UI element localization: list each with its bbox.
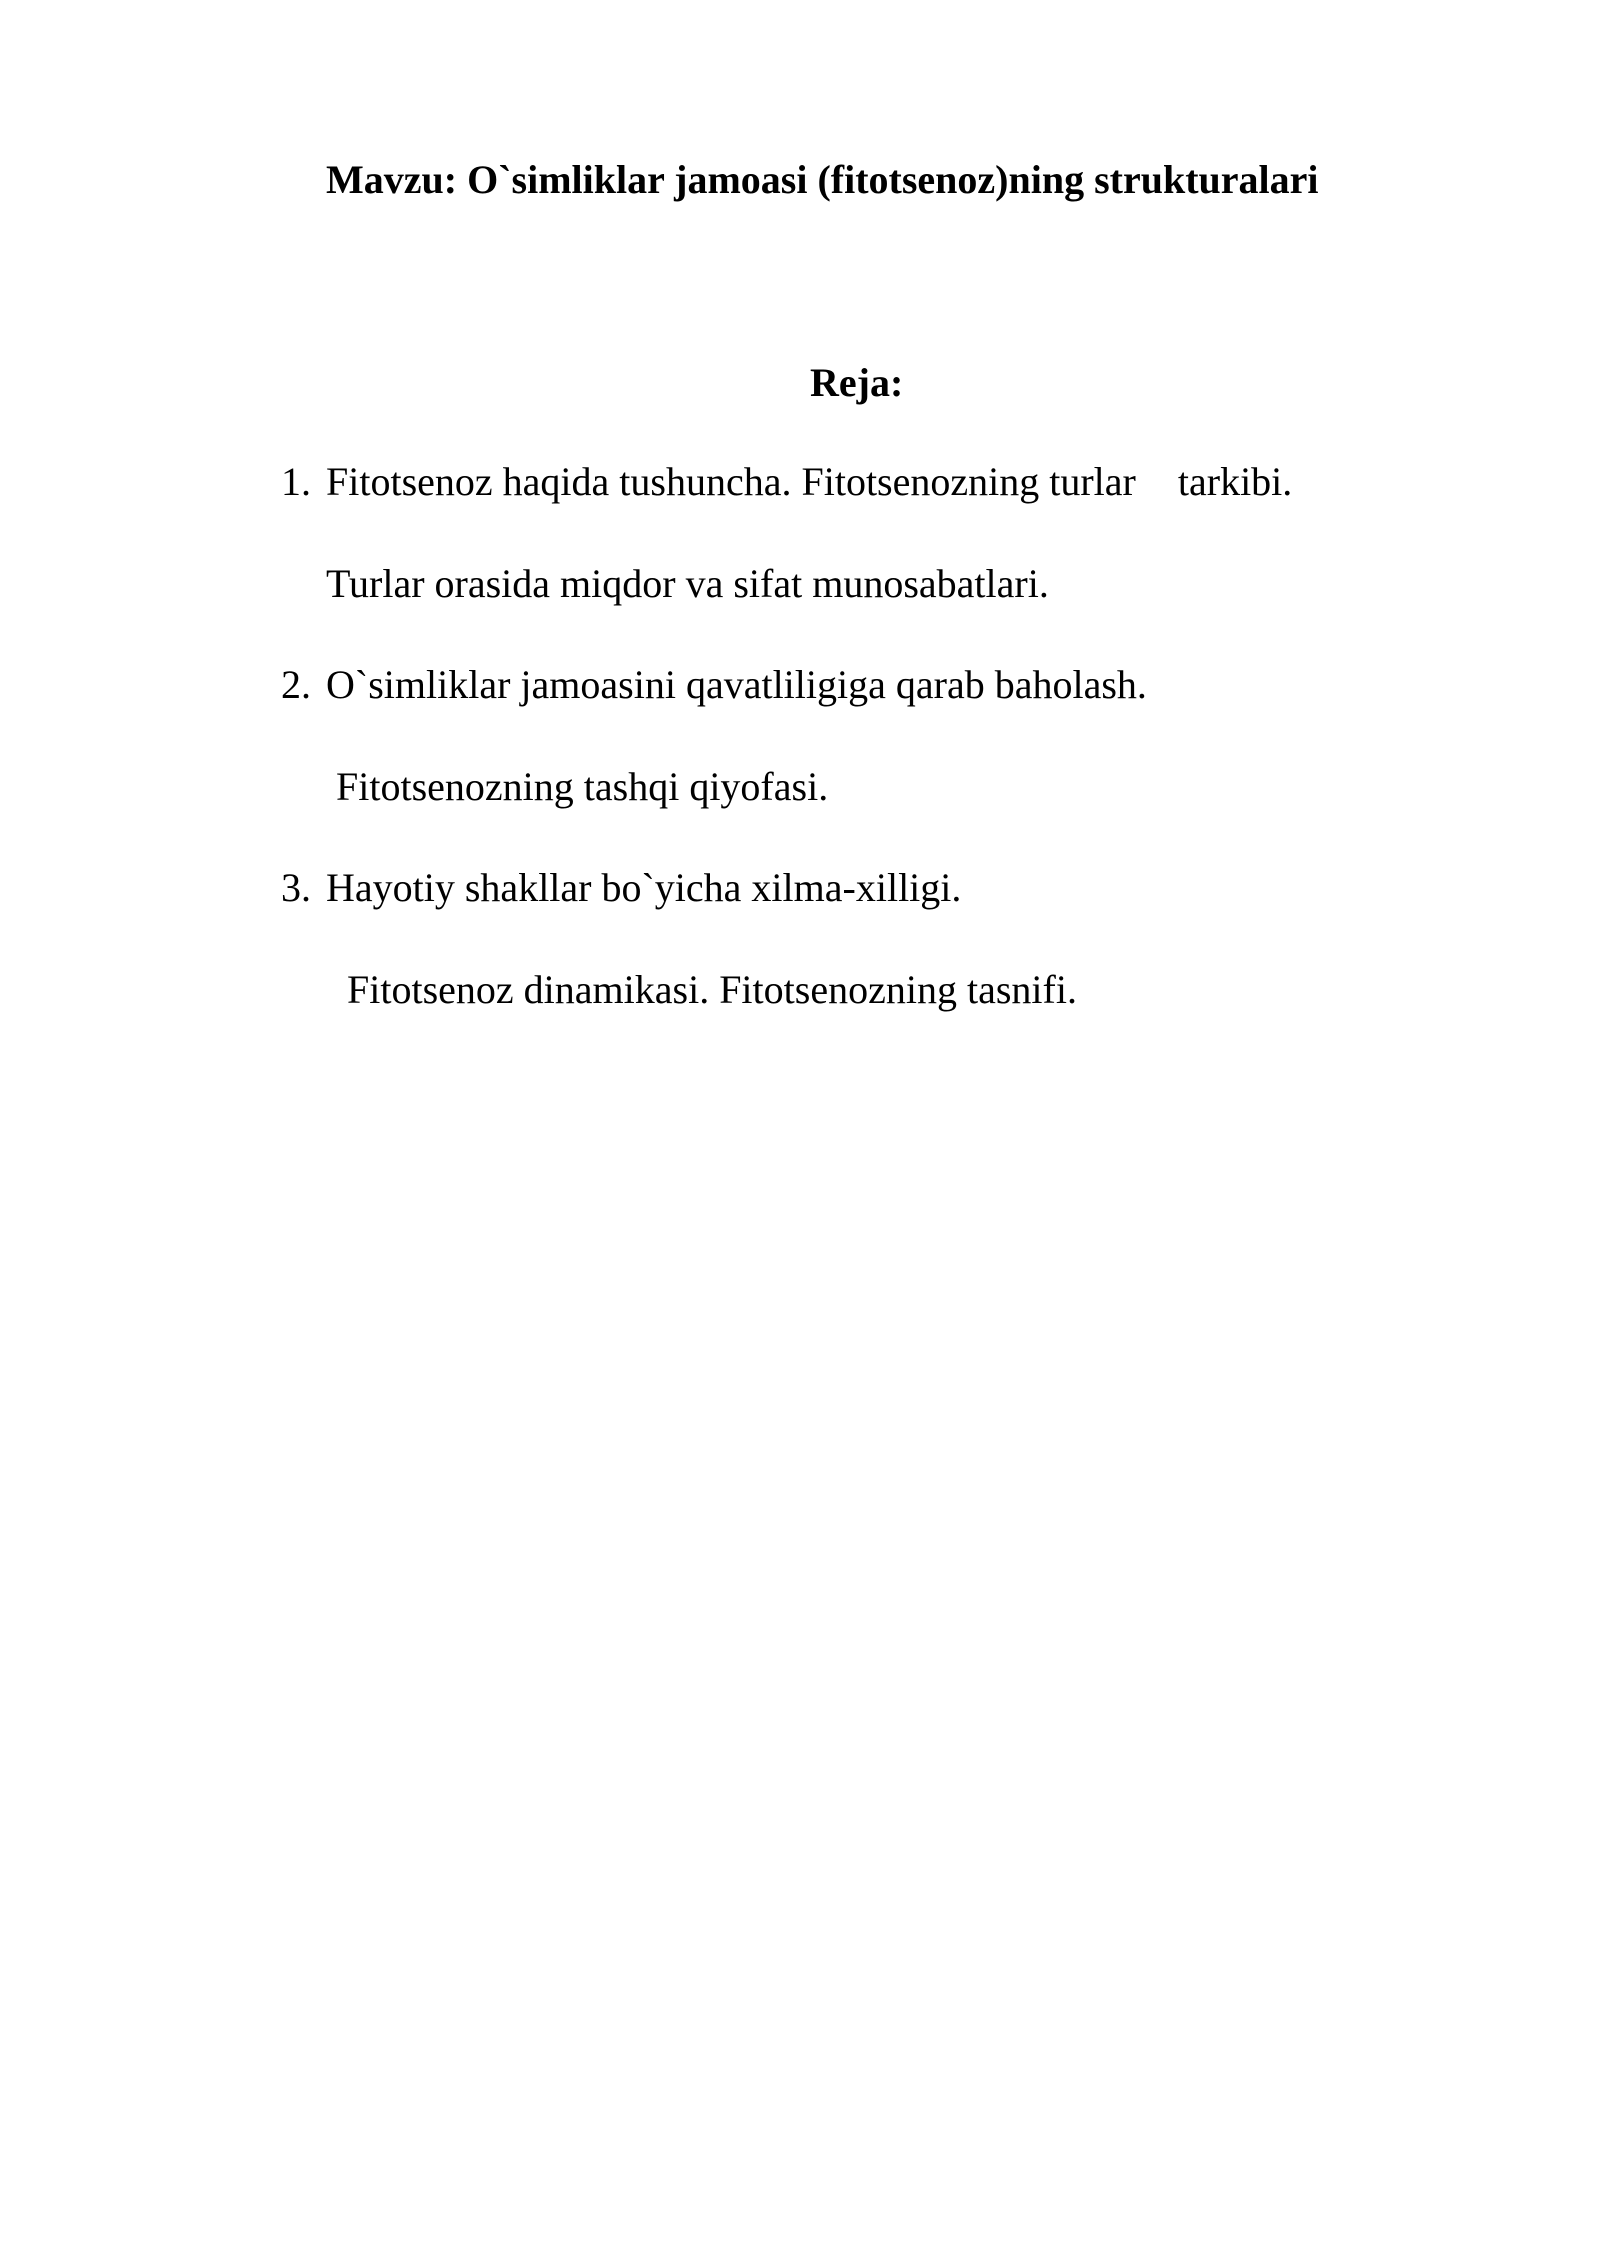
plan-item-number: 1. <box>281 459 311 504</box>
plan-item-number: 2. <box>281 662 311 707</box>
plan-item-text: O`simliklar jamoasini qavatliligiga qarab baholash. <box>326 662 1147 707</box>
document-title: Mavzu: O`simliklar jamoasi (fitotsenoz)ning strukturalari <box>326 157 1319 202</box>
plan-item-text: Fitotsenoz haqida tushuncha. Fitotsenozning turlar <box>326 459 1136 504</box>
plan-item-text: Hayotiy shakllar bo`yicha xilma-xilligi. <box>326 865 962 910</box>
plan-heading: Reja: <box>810 360 904 405</box>
plan-item-continuation: Fitotsenozning tashqi qiyofasi. <box>336 764 829 809</box>
plan-item-continuation: Fitotsenoz dinamikasi. Fitotsenozning tasnifi. <box>347 967 1077 1012</box>
plan-item-line <box>326 459 1293 504</box>
plan-item-text: tarkibi. <box>1177 459 1293 504</box>
plan-item-continuation: Turlar orasida miqdor va sifat munosabatlari. <box>326 561 1049 606</box>
plan-item-number: 3. <box>281 865 311 910</box>
